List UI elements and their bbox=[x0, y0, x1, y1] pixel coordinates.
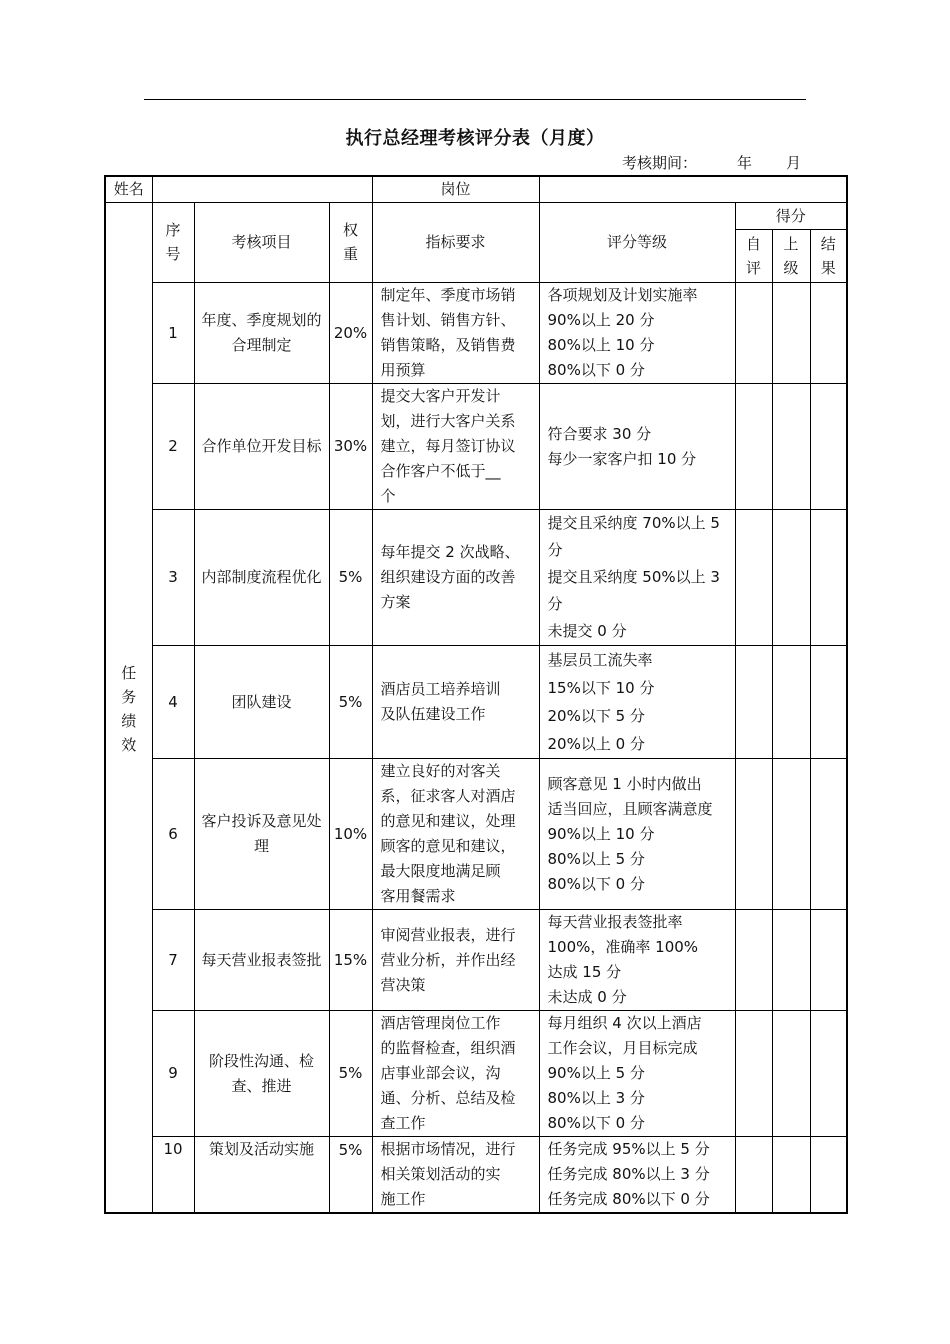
row-item: 策划及活动实施 bbox=[194, 1137, 329, 1214]
row-seq: 4 bbox=[152, 646, 194, 759]
row-seq: 6 bbox=[152, 759, 194, 910]
name-field[interactable] bbox=[152, 176, 372, 203]
score-self-cell[interactable] bbox=[735, 910, 772, 1011]
score-superior-cell[interactable] bbox=[772, 910, 810, 1011]
table-row bbox=[105, 384, 847, 510]
post-field[interactable] bbox=[539, 176, 847, 203]
row-seq: 1 bbox=[152, 283, 194, 384]
row-item: 年度、季度规划的合理制定 bbox=[194, 283, 329, 384]
row-requirement: 制定年、季度市场销 售计划、销售方针、 销售策略，及销售费 用预算 bbox=[372, 283, 539, 384]
row-weight: 20% bbox=[329, 283, 372, 384]
row-weight: 30% bbox=[329, 384, 372, 510]
score-superior-cell[interactable] bbox=[772, 1011, 810, 1137]
col-header-seq: 序号 bbox=[152, 203, 194, 283]
row-item: 每天营业报表签批 bbox=[194, 910, 329, 1011]
score-result-cell[interactable] bbox=[810, 510, 847, 646]
col-header-requirement: 指标要求 bbox=[372, 203, 539, 283]
score-self-cell[interactable] bbox=[735, 510, 772, 646]
col-header-item: 考核项目 bbox=[194, 203, 329, 283]
score-result-cell[interactable] bbox=[810, 646, 847, 759]
score-result-cell[interactable] bbox=[810, 1011, 847, 1137]
row-item: 内部制度流程优化 bbox=[194, 510, 329, 646]
score-superior-cell[interactable] bbox=[772, 283, 810, 384]
row-seq: 7 bbox=[152, 910, 194, 1011]
score-self-cell[interactable] bbox=[735, 646, 772, 759]
col-header-superior: 上级 bbox=[772, 230, 810, 283]
month-label: 月 bbox=[786, 154, 802, 172]
row-requirement: 提交大客户开发计 划，进行大客户关系 建立，每月签订协议 合作客户不低于__ 个 bbox=[372, 384, 539, 510]
row-weight: 5% bbox=[329, 646, 372, 759]
score-result-cell[interactable] bbox=[810, 1137, 847, 1214]
score-self-cell[interactable] bbox=[735, 283, 772, 384]
row-seq: 3 bbox=[152, 510, 194, 646]
table-row bbox=[105, 283, 847, 384]
table-row bbox=[105, 646, 847, 759]
row-item: 团队建设 bbox=[194, 646, 329, 759]
col-header-weight: 权重 bbox=[329, 203, 372, 283]
row-grade: 基层员工流失率 15%以下 10 分 20%以下 5 分 20%以上 0 分 bbox=[539, 646, 735, 759]
score-superior-cell[interactable] bbox=[772, 759, 810, 910]
score-self-cell[interactable] bbox=[735, 1137, 772, 1214]
name-post-row bbox=[105, 176, 847, 203]
score-result-cell[interactable] bbox=[810, 283, 847, 384]
score-self-cell[interactable] bbox=[735, 759, 772, 910]
table-row bbox=[105, 1137, 847, 1214]
row-grade: 各项规划及计划实施率 90%以上 20 分 80%以上 10 分 80%以下 0 分 bbox=[539, 283, 735, 384]
col-header-score: 得分 bbox=[735, 203, 847, 230]
row-grade: 每天营业报表签批率 100%，准确率 100% 达成 15 分 未达成 0 分 bbox=[539, 910, 735, 1011]
col-header-self: 自评 bbox=[735, 230, 772, 283]
row-grade: 每月组织 4 次以上酒店 工作会议，月目标完成 90%以上 5 分 80%以上 3 分 80%以下 0 分 bbox=[539, 1011, 735, 1137]
score-superior-cell[interactable] bbox=[772, 1137, 810, 1214]
score-superior-cell[interactable] bbox=[772, 646, 810, 759]
top-rule bbox=[144, 99, 806, 100]
score-result-cell[interactable] bbox=[810, 910, 847, 1011]
year-label: 年 bbox=[737, 154, 753, 172]
score-result-cell[interactable] bbox=[810, 384, 847, 510]
row-requirement: 建立良好的对客关 系，征求客人对酒店 的意见和建议，处理 顾客的意见和建议， 最大限度地满足顾 客用餐需求 bbox=[372, 759, 539, 910]
table-row bbox=[105, 759, 847, 910]
row-weight: 10% bbox=[329, 759, 372, 910]
row-weight: 15% bbox=[329, 910, 372, 1011]
period-label: 考核期间： bbox=[622, 154, 698, 172]
score-self-cell[interactable] bbox=[735, 384, 772, 510]
score-superior-cell[interactable] bbox=[772, 384, 810, 510]
table-row bbox=[105, 910, 847, 1011]
col-header-result: 结果 bbox=[810, 230, 847, 283]
row-seq: 2 bbox=[152, 384, 194, 510]
row-grade: 符合要求 30 分 每少一家客户扣 10 分 bbox=[539, 384, 735, 510]
name-label: 姓名 bbox=[105, 176, 152, 203]
table-row bbox=[105, 510, 847, 646]
score-table bbox=[104, 175, 848, 1214]
document-title: 执行总经理考核评分表（月度） bbox=[345, 128, 605, 149]
row-seq: 9 bbox=[152, 1011, 194, 1137]
table-row bbox=[105, 1011, 847, 1137]
row-grade: 顾客意见 1 小时内做出 适当回应，且顾客满意度 90%以上 10 分 80%以上 5 分 80%以下 0 分 bbox=[539, 759, 735, 910]
row-requirement: 酒店员工培养培训 及队伍建设工作 bbox=[372, 646, 539, 759]
row-item: 客户投诉及意见处理 bbox=[194, 759, 329, 910]
header-row bbox=[105, 203, 847, 230]
row-weight: 5% bbox=[329, 1011, 372, 1137]
assessment-period bbox=[622, 152, 801, 173]
row-weight: 5% bbox=[329, 1137, 372, 1214]
row-seq: 10 bbox=[152, 1137, 194, 1214]
row-item: 合作单位开发目标 bbox=[194, 384, 329, 510]
col-header-grade: 评分等级 bbox=[539, 203, 735, 283]
row-requirement: 每年提交 2 次战略、 组织建设方面的改善 方案 bbox=[372, 510, 539, 646]
post-label: 岗位 bbox=[372, 176, 539, 203]
row-grade: 任务完成 95%以上 5 分 任务完成 80%以上 3 分 任务完成 80%以下 0 分 bbox=[539, 1137, 735, 1214]
section-label-task-performance: 任务绩效 bbox=[105, 203, 152, 1214]
row-requirement: 酒店管理岗位工作 的监督检查，组织酒 店事业部会议，沟 通、分析、总结及检 查工作 bbox=[372, 1011, 539, 1137]
row-grade: 提交且采纳度 70%以上 5 分 提交且采纳度 50%以上 3 分 未提交 0 分 bbox=[539, 510, 735, 646]
row-item: 阶段性沟通、检查、推进 bbox=[194, 1011, 329, 1137]
row-weight: 5% bbox=[329, 510, 372, 646]
row-requirement: 审阅营业报表，进行 营业分析，并作出经 营决策 bbox=[372, 910, 539, 1011]
score-result-cell[interactable] bbox=[810, 759, 847, 910]
score-superior-cell[interactable] bbox=[772, 510, 810, 646]
row-requirement: 根据市场情况，进行 相关策划活动的实 施工作 bbox=[372, 1137, 539, 1214]
score-self-cell[interactable] bbox=[735, 1011, 772, 1137]
